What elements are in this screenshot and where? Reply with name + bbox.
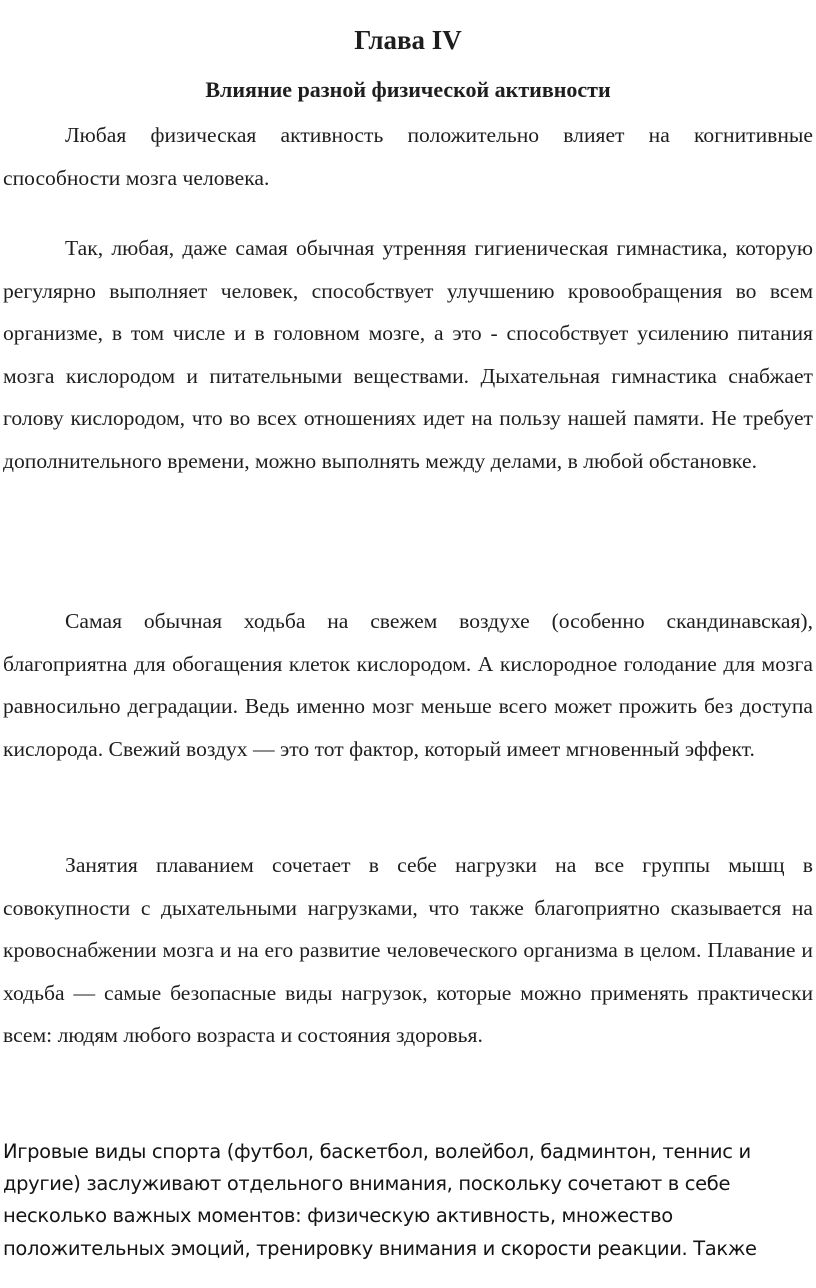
paragraph-swimming: Занятия плаванием сочетает в себе нагрузки на все группы мышц в совокупности с дыхательными нагрузками, что также благоприятно сказывается на кровоснабжении мозга и на его развитие человеческого организма в целом. Плавание и ходьба — самые безопасные виды нагрузок, которые можно применять практически всем: людям любого возраста и состояния здоровья. [3,853,813,1047]
section-title: Влияние разной физической активности [205,77,611,102]
paragraph-walking: Самая обычная ходьба на свежем воздухе (особенно скандинавская), благоприятна для обогащения клеток кислородом. А кислородное голодание для мозга равносильно деградации. Ведь именно мозг меньше всего может прожить без доступа кислорода. Свежий воздух — это тот фактор, который имеет мгновенный эффект. [3,609,813,761]
chapter-title: Глава IV [354,25,462,55]
paragraph-gymnastics: Так, любая, даже самая обычная утренняя гигиеническая гимнастика, которую регулярно выполняет человек, способствует улучшению кровообращения во всем организме, в том числе и в головном мозге, а это - способствует усилению питания мозга кислородом и питательными веществами. Дыхательная гимнастика снабжает голову кислородом, что во всех отношениях идет на пользу нашей памяти. Не требует дополнительного времени, можно выполнять между делами, в любой обстановке. [3,236,813,473]
paragraph-intro: Любая физическая активность положительно влияет на когнитивные способности мозга человека. [3,123,813,190]
paragraph-team-sports: Игровые виды спорта (футбол, баскетбол, волейбол, бадминтон, теннис и другие) заслуживают отдельного внимания, поскольку сочетают в себе несколько важных моментов: физическую активность, множество положительных эмоций, тренировку внимания и скорости реакции. Также [3,1140,757,1260]
